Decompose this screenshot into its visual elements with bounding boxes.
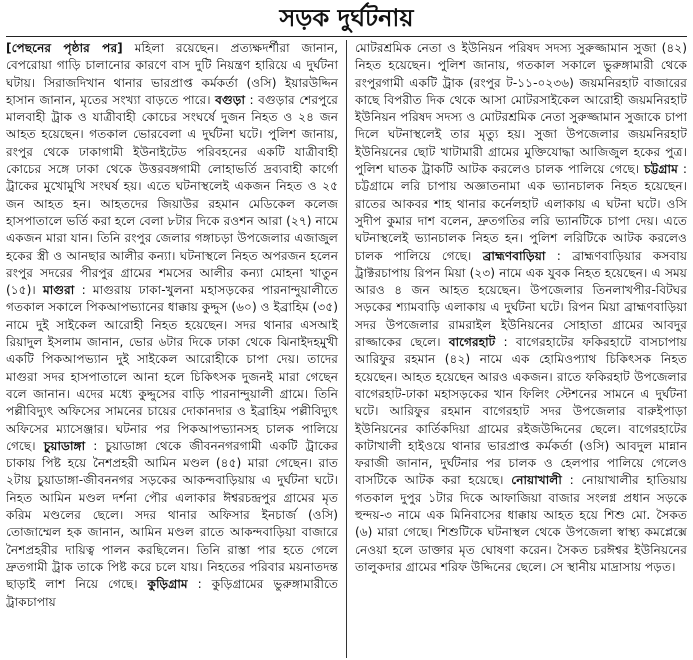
left-location-tag: কুড়িগ্রাম — [147, 577, 188, 592]
right-text-run: : নোয়াখালীর হাতিয়ায় গতকাল দুপুর ১টার দিকে আফাজিয়া বাজার সংলগ্ন প্রধান সড়কে হুন্দয়-৩ নামে এক মিনিবাসের ধাক্কায় আহত হয়ে শিশু মো. সৈকত (৬) মারা গেছে। শিশুটিকে ঘটনাস্থল থেকে উপজেলা স্বাস্থ্য কমপ্লেক্সে নেওয়া হলে ডাক্তার মৃত ঘোষণা করেন। সৈকত চরঈশ্বর ইউনিয়নের তালুকদার গ্রামের শরিফ উদ্দিনের ছেলে। সে স্থানীয় মাদ্রাসায় পড়ত। — [355, 473, 687, 574]
right-location-tag: বাগেরহাট — [448, 335, 496, 350]
left-location-tag: বগুড়া — [215, 92, 245, 107]
left-location-tag: [পেছনের পৃষ্ঠার পর] — [6, 41, 123, 55]
left-column-text — [6, 40, 338, 611]
left-location-tag: চুয়াডাঙ্গা — [43, 438, 86, 453]
right-text-run: : চট্টগ্রামে লরি চাপায় অজ্ঞাতনামা এক ভ্যানচালক নিহত হয়েছেন। রাতের আকবর শাহ থানার কর্নেলহাট এলাকায় এ ঘটনা ঘটে। ওসি সুদীপ কুমার দাশ বলেন, দ্রুতগতির লরি ভ্যানটিকে চাপা দেয়। এতে ঘটনাস্থলেই ভ্যানচালক নিহত হন। পুলিশ লরিটিকে আটক করলেও চালক পালিয়ে গেছে। — [355, 162, 687, 263]
left-location-tag: মাগুরা — [42, 283, 75, 298]
right-location-tag: চট্টগ্রাম — [644, 162, 678, 177]
right-text-run: : ব্রাহ্মণবাড়িয়ার কসবায় ট্রাক্টরচাপায় রিপন মিয়া (২৩) নামে এক যুবক নিহত হয়েছেন। এ সময় আরও ৪ জন আহত হয়েছেন। উপজেলার তিনলাখপীর-বিটঘর সড়কের শ্যামবাড়ি এলাকায় এ দুর্ঘটনা ঘটে। রিপন মিয়া ব্রাহ্মণবাড়িয়া সদর উপজেলার রামরাইল ইউনিয়নের সোহাতা গ্রামের আবদুর রাজ্জাকের ছেলে। — [355, 248, 687, 350]
left-text-run: : চুয়াডাঙ্গা থেকে জীবননগরগামী একটি ট্রাকের চাকায় পিষ্ট হয়ে নৈশপ্রহরী আমিন মণ্ডল (৪৫) মারা গেছেন। রাত ২টায় চুয়াডাঙ্গা-জীবননগর সড়কের আকন্দবাড়িয়ায় এ দুর্ঘটনা ঘটে। নিহত আমিন মণ্ডল দর্শনা পৌর এলাকার ঈশ্বরচন্দ্রপুর গ্রামের মৃত করিম মণ্ডলের ছেলে। সদর থানার অফিসার ইনচার্জ (ওসি) তোজাম্মেল হক জানান, আমিন মণ্ডল রাতে আকন্দবাড়িয়া বাজারে নৈশপ্রহরীর দায়িত্ব পালন করছিলেন। তিনি রাস্তা পার হতে গেলে দ্রুতগামী ট্রাক তাকে পিষ্ট করে চলে যায়। নিহতের পরিবার ময়নাতদন্ত ছাড়াই লাশ নিয়ে গেছে। — [6, 438, 338, 592]
left-text-run: : বগুড়ার শেরপুরে মালবাহী ট্রাক ও যাত্রীবাহী কোচের সংঘর্ষে দুজন নিহত ও ২৪ জন আহত হয়েছেন। গতকাল ভোরবেলা এ দুর্ঘটনা ঘটে। পুলিশ জানায়, রংপুর থেকে ঢাকাগামী ইউনাইটেড পরিবহনের একটি যাত্রীবাহী কোচের সঙ্গে ঢাকা থেকে উত্তরবঙ্গগামী লোহাভর্তি দ্রব্যবাহী কার্গো ট্রাকের মুখোমুখি সংঘর্ষ হয়। এতে ঘটনাস্থলেই একজন নিহত ও ২৫ জন আহত হন। আহতদের জিয়াউর রহমান মেডিকেল কলেজ হাসপাতালে ভর্তি করা হলে বেলা ৮টার দিকে রওশন আরা (২৭) নামে একজন মারা যান। তিনি রংপুর জেলার গঙ্গাচড়া উপজেলার এজাজুল হকের স্ত্রী ও আনছার আলীর কন্যা। ঘটনাস্থলে নিহত অপরজন হলেন রংপুর সদরের পীরপুর গ্রামের শমসের আলীর কন্যা মোহনা খাতুন (১৫)। — [6, 92, 338, 298]
right-text-run: : বাগেরহাটের ফকিরহাটে বাসচাপায় আরিফুর রহমান (৪২) নামে এক হোমিওপ্যাথ চিকিৎসক নিহত হয়েছেন। আহত হয়েছেন আরও একজন। রাতে ফকিরহাট উপজেলার বাগেরহাট-ঢাকা মহাসড়কের খান ফিলিং স্টেশনের সামনে এ দুর্ঘটনা ঘটে। আরিফুর রহমান বাগেরহাট সদর উপজেলার বারুইপাড়া ইউনিয়নের কার্তিকদিয়া গ্রামের রইজউদ্দিনের ছেলে। বাগেরহাটের কাটাখালী হাইওয়ে থানার ভারপ্রাপ্ত কর্মকর্তা (ওসি) আবদুল মান্নান ফরাজী জানান, দুর্ঘটনার পর চালক ও হেলপার পালিয়ে গেলেও বাসটিকে আটক করা হয়েছে। — [355, 335, 687, 488]
article-columns — [6, 40, 687, 658]
right-column-text — [355, 40, 687, 576]
right-location-tag: ব্রাহ্মণবাড়িয়া — [482, 248, 546, 263]
left-column — [6, 40, 346, 658]
headline: সড়ক দুর্ঘটনায় — [279, 4, 414, 32]
right-column — [347, 40, 687, 658]
left-text-run: মহিলা রয়েছেন। প্রত্যক্ষদর্শীরা জানান, বেপরোয়া গাড়ি চালানোর কারণে বাস দুটি নিয়ন্ত্রণ হারিয়ে এ দুর্ঘটনা ঘটায়। সিরাজদিখান থানার ভারপ্রাপ্ত কর্মকর্তা (ওসি) ইয়ারউদ্দিন হাসান জানান, মৃতের সংখ্যা বাড়তে পারে। — [6, 41, 338, 107]
headline-rule — [6, 36, 687, 37]
right-location-tag: নোয়াখালী — [511, 473, 562, 488]
left-text-run: : মাগুরায় ঢাকা-খুলনা মহাসড়কের পারনান্দুয়ালীতে গতকাল সকালে পিকআপভ্যানের ধাক্কায় কুদ্দুস (৬০) ও ইব্রাহিম (৩৫) নামে দুই সাইকেল আরোহী নিহত হয়েছেন। সদর থানার এসআই রিয়াদুল ইসলাম জানান, ভোর ৬টার দিকে ঢাকা থেকে ঝিনাইদহমুখী একটি পিকআপভ্যান দুই সাইকেল আরোহীকে চাপা দেয়। তাদের মাগুরা সদর হাসপাতালে আনা হলে চিকিৎসক দুজনই মারা গেছেন বলে জানান। এদের মধ্যে কুদ্দুসের বাড়ি পারনান্দুয়ালী গ্রামে। তিনি পল্লীবিদ্যুৎ অফিসের সামনের চায়ের দোকানদার ও ইব্রাহিম পল্লীবিদ্যুৎ অফিসের ম্যাসেঞ্জার। ঘটনার পর পিকআপভ্যানসহ চালক পালিয়ে গেছে। — [6, 283, 339, 453]
right-text-run: মোটরশ্রমিক নেতা ও ইউনিয়ন পরিষদ সদস্য সুরুজ্জামান সুজা (৪২) নিহত হয়েছেন। পুলিশ জানায়, গতকাল সকালে ভুরুঙ্গামারী থেকে রংপুরগামী একটি ট্রাক (রংপুর ট-১১-০২৩৬) জয়মনিরহাট বাজারের কাছে বিপরীত দিক থেকে আসা মোটরসাইকেল আরোহী জয়মনিরহাট ইউনিয়ন পরিষদ সদস্য ও মোটরশ্রমিক নেতা সুরুজ্জামান সুজাকে চাপা দিলে ঘটনাস্থলেই তার মৃত্যু হয়। সুজা উপজেলার জয়মনিরহাট ইউনিয়নের ছোট খাটামারী গ্রামের মুক্তিযোদ্ধা আজিজুল হকের পুত্র। পুলিশ ঘাতক ট্রাকটি আটক করলেও চালক পালিয়ে গেছে। — [355, 41, 687, 177]
left-text-run: : কুড়িগ্রামের ভুরুঙ্গামারীতে ট্রাকচাপায় — [6, 577, 338, 609]
